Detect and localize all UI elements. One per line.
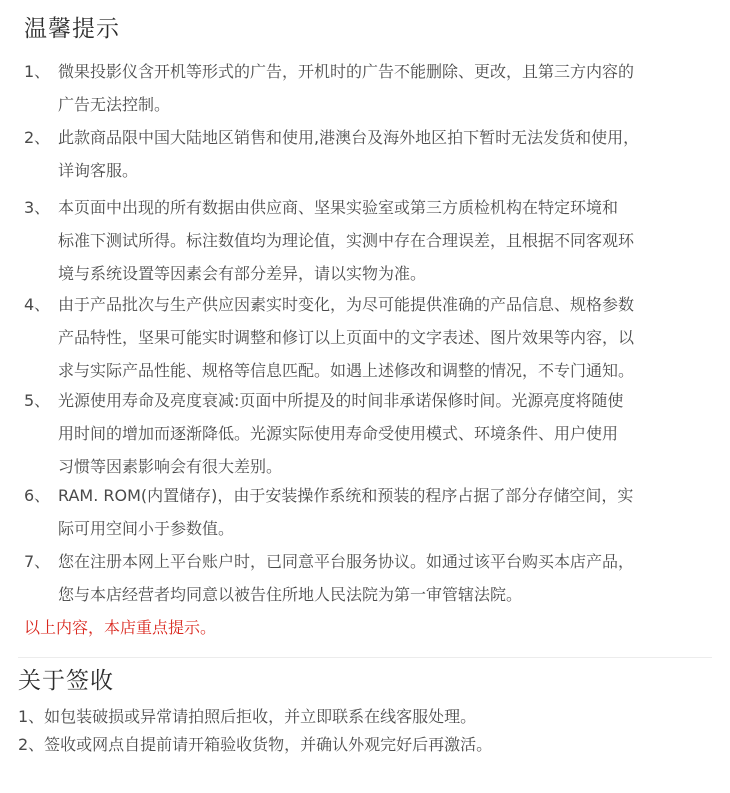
section-divider bbox=[18, 657, 712, 658]
notice-item-text: 由于产品批次与生产供应因素实时变化，为尽可能提供准确的产品信息、规格参数 产品特性，坚果可能实时调整和修订以上页面中的文字表述、图片效果等内容，以 求与实际产品性能、规格等信息匹配。如遇上述修改和调整的情况，不专门通知。 bbox=[58, 295, 635, 380]
notice-item-4 bbox=[24, 288, 720, 387]
notice-item-text: RAM. ROM(内置储存)，由于安装操作系统和预装的程序占据了部分存储空间，实 际可用空间小于参数值。 bbox=[58, 486, 634, 538]
notice-item-number: 1、 bbox=[24, 62, 51, 81]
emphasis-note: 以上内容，本店重点提示。 bbox=[24, 618, 217, 637]
notice-item-6 bbox=[24, 479, 720, 545]
notice-item-5 bbox=[24, 384, 720, 483]
notice-item-number: 4、 bbox=[24, 295, 51, 314]
notice-title: 温馨提示 bbox=[24, 16, 120, 42]
notice-item-number: 7、 bbox=[24, 552, 51, 571]
notice-item-text: 光源使用寿命及亮度衰减:页面中所提及的时间非承诺保修时间。光源亮度将随使 用时间的增加而逐渐降低。光源实际使用寿命受使用模式、环境条件、用户使用 习惯等因素影响会有很大差别。 bbox=[58, 391, 624, 476]
notice-item-7 bbox=[24, 545, 720, 611]
notice-item-number: 5、 bbox=[24, 391, 51, 410]
notice-item-number: 6、 bbox=[24, 486, 51, 505]
notice-item-3 bbox=[24, 191, 720, 290]
notice-item-number: 2、 bbox=[24, 128, 51, 147]
notice-item-2 bbox=[24, 121, 720, 187]
signing-title: 关于签收 bbox=[18, 668, 114, 694]
notice-item-text: 本页面中出现的所有数据由供应商、坚果实验室或第三方质检机构在特定环境和 标准下测试所得。标注数值均为理论值，实测中存在合理误差，且根据不同客观环 境与系统设置等因素会有部分差异，请以实物为准。 bbox=[58, 198, 635, 283]
signing-item-2: 2、签收或网点自提前请开箱验收货物，并确认外观完好后再激活。 bbox=[18, 735, 493, 754]
notice-item-text: 微果投影仪含开机等形式的广告，开机时的广告不能删除、更改，且第三方内容的 广告无法控制。 bbox=[58, 62, 635, 114]
notice-item-text: 此款商品限中国大陆地区销售和使用,港澳台及海外地区拍下暂时无法发货和使用， 详询客服。 bbox=[58, 128, 640, 180]
notice-item-number: 3、 bbox=[24, 198, 51, 217]
notice-item-1 bbox=[24, 55, 720, 121]
notice-item-text: 您在注册本网上平台账户时，已同意平台服务协议。如通过该平台购买本店产品， 您与本店经营者均同意以被告住所地人民法院为第一审管辖法院。 bbox=[58, 552, 635, 604]
signing-item-1: 1、如包装破损或异常请拍照后拒收，并立即联系在线客服处理。 bbox=[18, 707, 477, 726]
